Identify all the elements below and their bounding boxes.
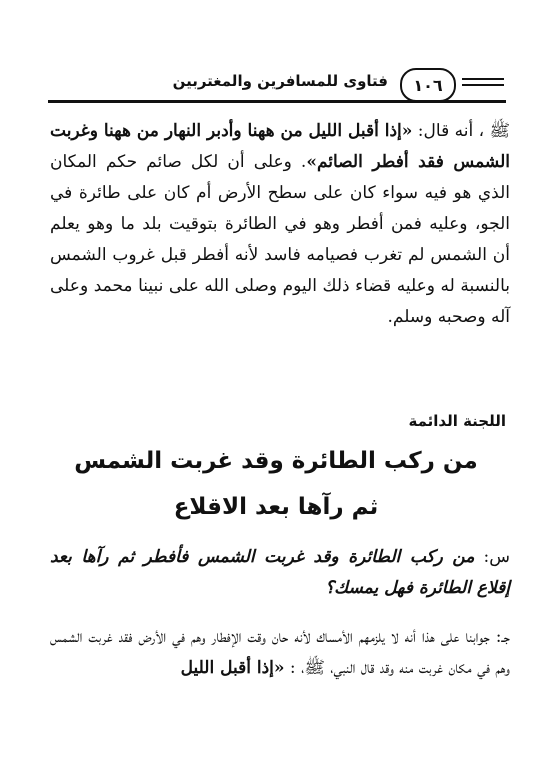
ruling-text: . وعلى أن لكل صائم حكم المكان الذي هو فيه سواء كان على سطح الأرض أم كان على طائرة في الجو، وعليه فمن أفطر وهو في الطائرة بتوقيت بلد ما وهو يعلم أن الشمس لم تغرب فصيامه فاسد لأنه أفطر قبل غروب الشمس بالنسبة له وعليه قضاء ذلك اليوم وصلى الله على نبينا محمد وعلى آله وصحبه وسلم. — [50, 152, 510, 327]
page-header — [48, 68, 506, 102]
intro-text: ﷺ ، أنه قال: — [412, 121, 511, 141]
question-text — [50, 542, 510, 604]
header-rule — [462, 78, 504, 80]
running-title: فتاوى للمسافرين والمغتربين — [172, 72, 388, 90]
answer-text — [50, 622, 510, 684]
signature: اللجنة الدائمة — [408, 412, 506, 430]
answer-body: جوابنا على هذا أنه لا يلزمهم الأمساك لأنه حان وقت الإفطار وهم في الأرض فقد غربت الشمس وهم في مكان غربت منه وقد قال النبي، ﷺ، : — [50, 627, 510, 678]
question-prefix: س: — [474, 547, 510, 567]
section-heading-line2: ثم رآها بعد الاقلاع — [173, 494, 379, 520]
header-underline — [48, 100, 506, 103]
section-heading-line1: من ركب الطائرة وقد غربت الشمس — [74, 448, 478, 474]
fatwa-answer-text — [50, 116, 510, 333]
hadith-quote: «إذا أقبل الليل — [180, 658, 285, 678]
header-rule — [462, 84, 504, 86]
hadith-quote: «إذا أقبل الليل من ههنا وأدبر النهار من ههنا وغربت الشمس فقد أفطر الصائم» — [50, 121, 510, 172]
page-number: ١٠٦ — [400, 68, 456, 102]
question-body: من ركب الطائرة وقد غربت الشمس فأفطر ثم رآها بعد إقلاع الطائرة فهل يمسك؟ — [50, 547, 510, 598]
answer-prefix: جـ: — [489, 627, 510, 647]
